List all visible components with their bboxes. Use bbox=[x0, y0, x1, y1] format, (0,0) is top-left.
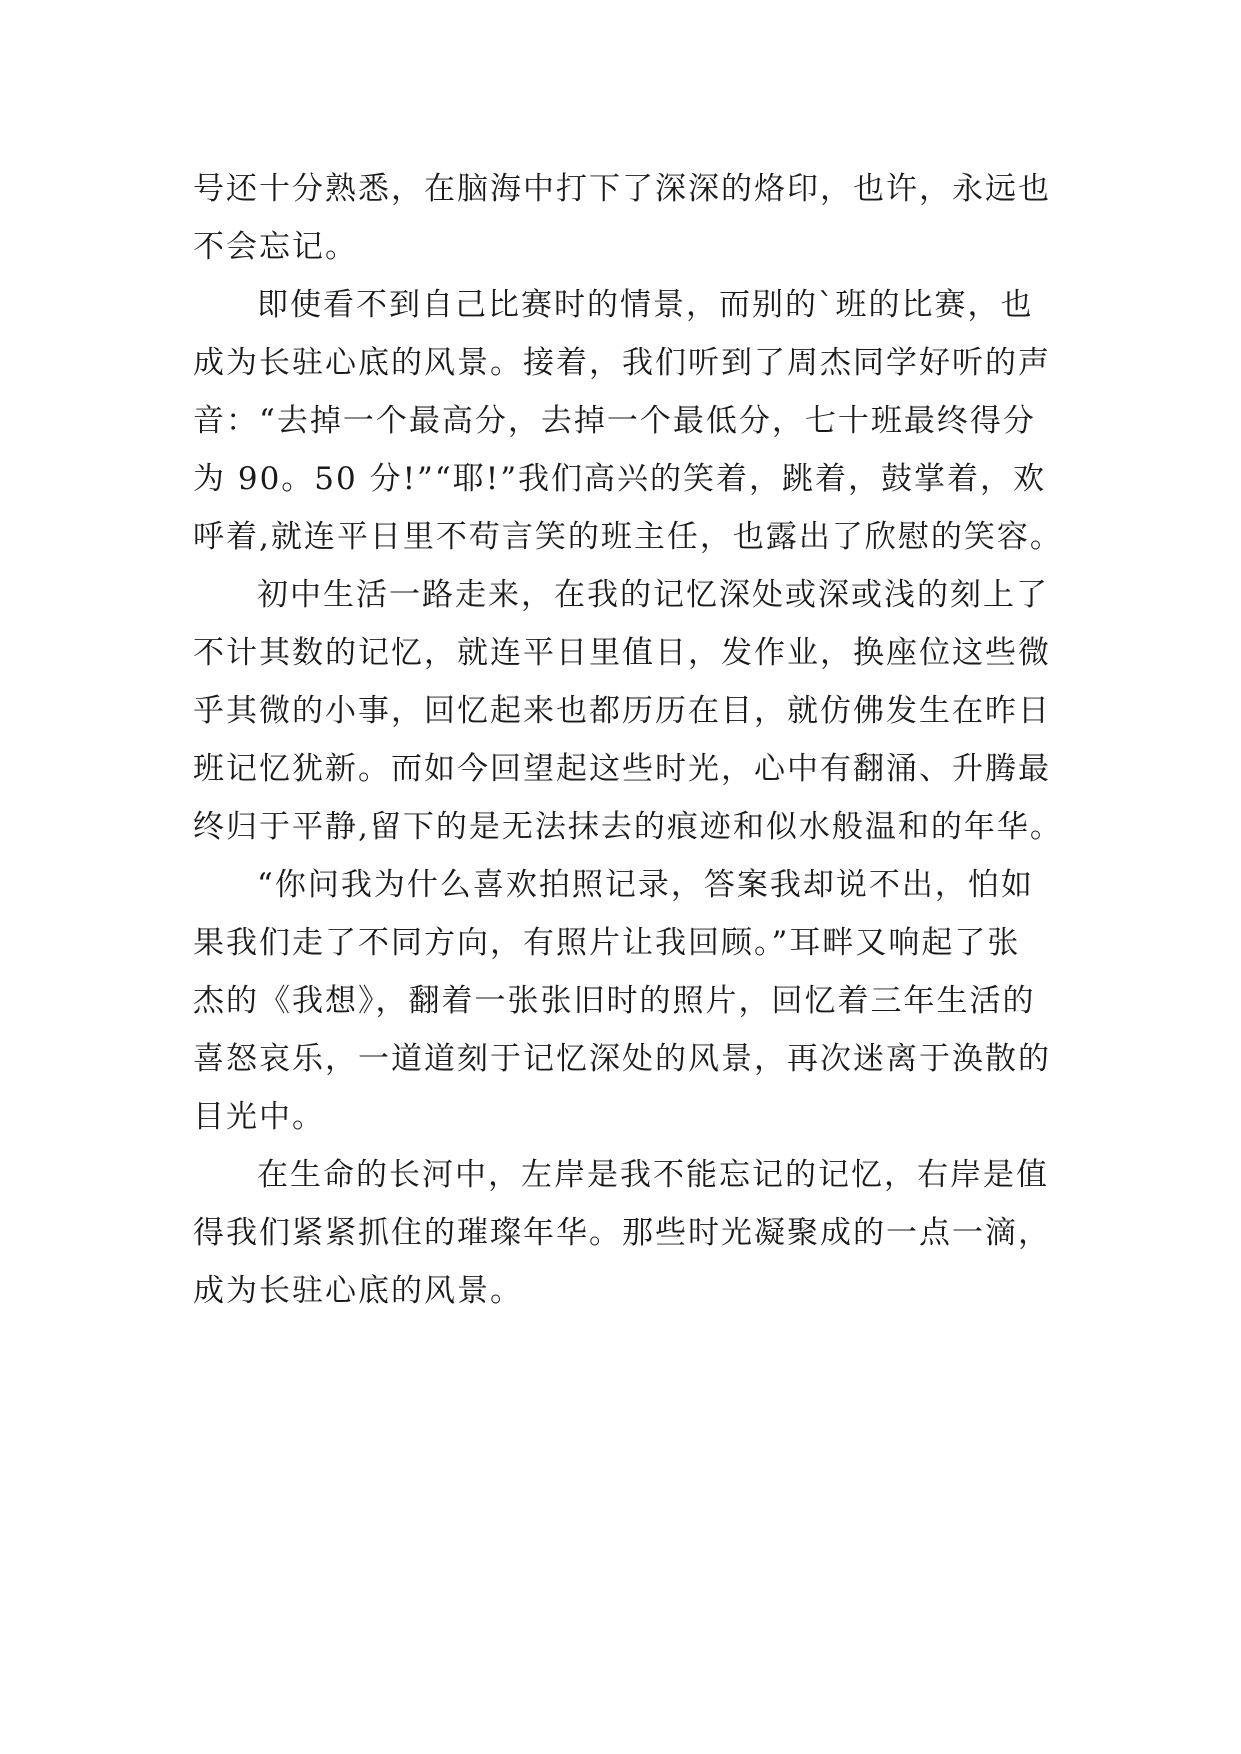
text-line: 乎其微的小事，回忆起来也都历历在目，就仿佛发生在昨日 bbox=[193, 693, 1051, 729]
text-line: 号还十分熟悉，在脑海中打下了深深的烙印，也许，永远也 bbox=[193, 171, 1051, 207]
text-line: 在生命的长河中，左岸是我不能忘记的记忆，右岸是值 bbox=[257, 1157, 1049, 1193]
text-line: 终归于平静,留下的是无法抹去的痕迹和似水般温和的年华。 bbox=[193, 809, 1063, 845]
text-line: 音：“去掉一个最高分，去掉一个最低分，七十班最终得分 bbox=[193, 403, 1036, 439]
paragraph-2 bbox=[193, 276, 1063, 566]
text-line: 不会忘记。 bbox=[193, 229, 358, 265]
text-line: 得我们紧紧抓住的璀璨年华。那些时光凝聚成的一点一滴， bbox=[193, 1215, 1051, 1251]
text-line: 即使看不到自己比赛时的情景，而别的`班的比赛，也 bbox=[257, 287, 1034, 323]
text-line: 杰的《我想》，翻着一张张旧时的照片，回忆着三年生活的 bbox=[193, 983, 1036, 1019]
text-line: 呼着,就连平日里不苟言笑的班主任，也露出了欣慰的笑容。 bbox=[193, 519, 1063, 555]
text-line: 成为长驻心底的风景。接着，我们听到了周杰同学好听的声 bbox=[193, 345, 1051, 381]
paragraph-4 bbox=[193, 856, 1053, 1146]
paragraph-1 bbox=[193, 160, 1053, 276]
text-line: 不计其数的记忆，就连平日里值日，发作业，换座位这些微 bbox=[193, 635, 1051, 671]
text-line: 成为长驻心底的风景。 bbox=[193, 1273, 523, 1309]
text-line: 为 90。50 分!”“耶!”我们高兴的笑着，跳着，鼓掌着，欢 bbox=[193, 461, 1047, 497]
text-line: 果我们走了不同方向，有照片让我回顾。”耳畔又响起了张 bbox=[193, 925, 1021, 961]
paragraph-3 bbox=[193, 566, 1063, 856]
text-line: 初中生活一路走来，在我的记忆深处或深或浅的刻上了 bbox=[257, 577, 1049, 613]
text-line: 班记忆犹新。而如今回望起这些时光，心中有翻涌、升腾最 bbox=[193, 751, 1051, 787]
text-line: 目光中。 bbox=[193, 1099, 325, 1135]
text-line: 喜怒哀乐，一道道刻于记忆深处的风景，再次迷离于涣散的 bbox=[193, 1041, 1051, 1077]
paragraph-5 bbox=[193, 1146, 1053, 1320]
document-body bbox=[193, 160, 1063, 1320]
text-line: “你问我为什么喜欢拍照记录，答案我却说不出，怕如 bbox=[257, 867, 1034, 903]
